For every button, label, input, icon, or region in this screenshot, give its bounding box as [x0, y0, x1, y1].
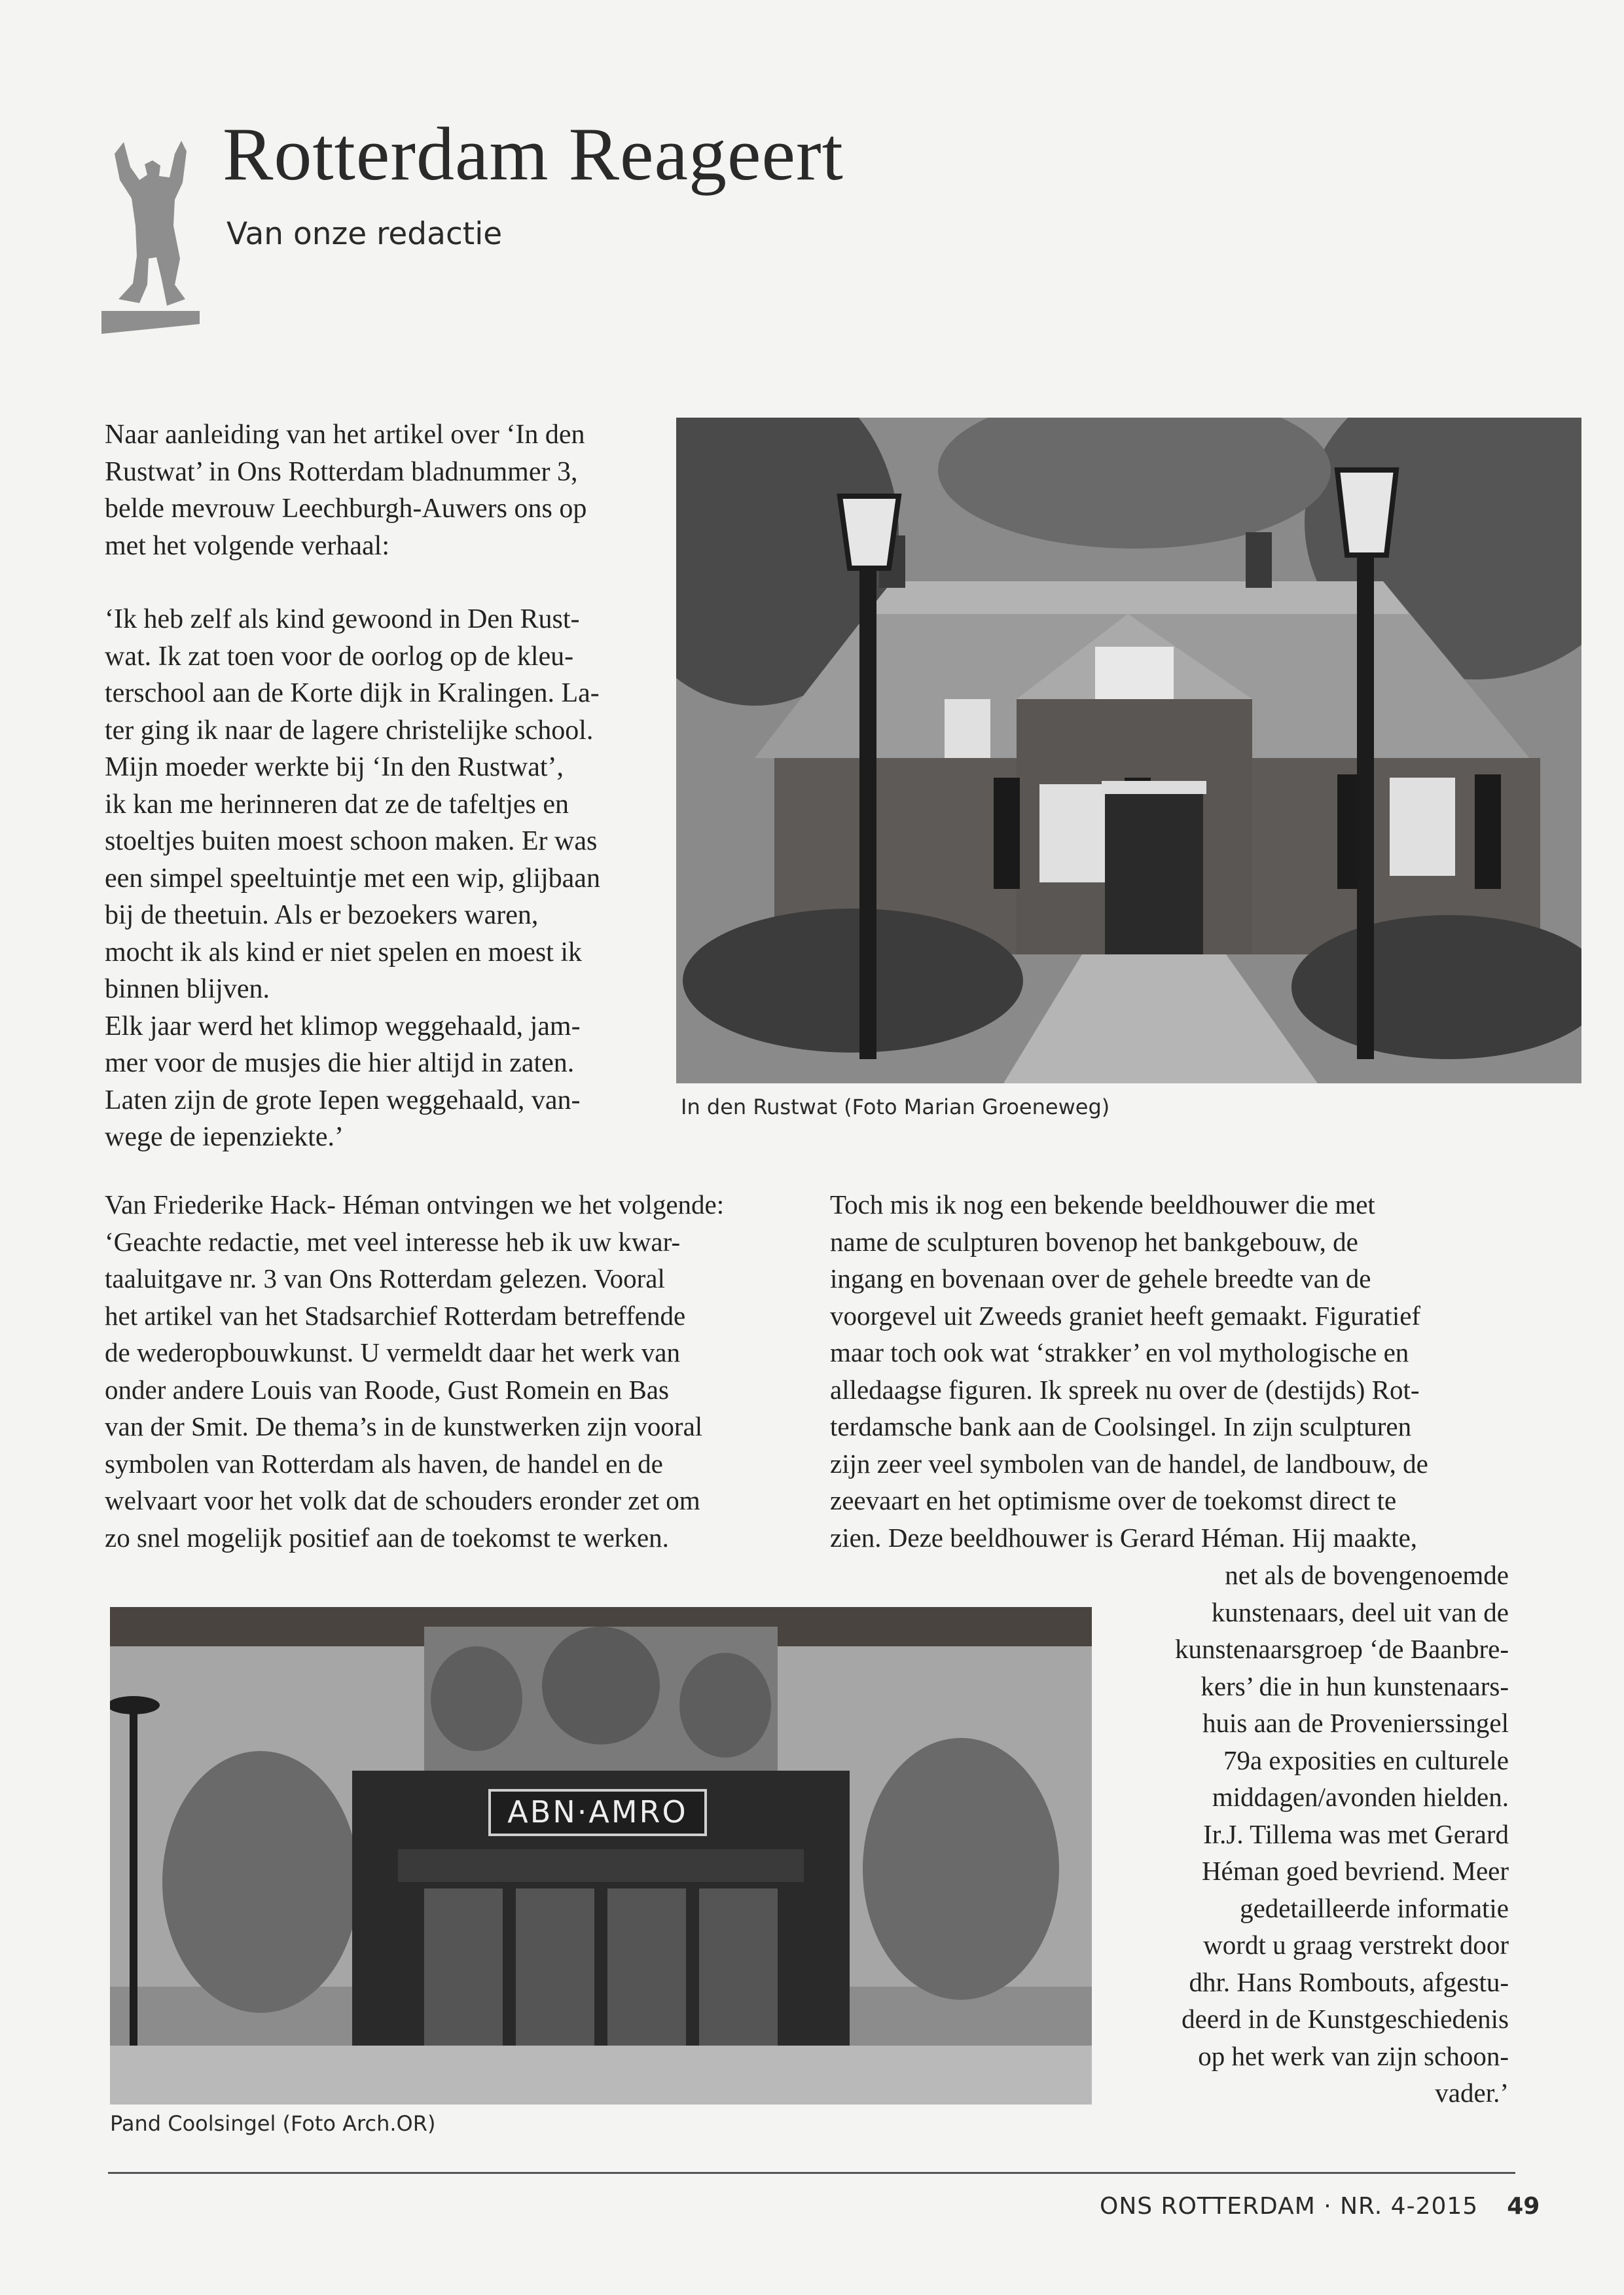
text-line: huis aan de Provenierssingel	[1202, 1708, 1509, 1738]
text-line: 79a exposities en culturele	[1223, 1744, 1509, 1775]
text-line: Toch mis ik nog een bekende beeldhouwer die met	[830, 1189, 1375, 1220]
text-line: voorgevel uit Zweeds graniet heeft gemaakt. Figuratief	[830, 1300, 1421, 1331]
text-line: ‘Ik heb zelf als kind gewoond in Den Rust-	[105, 604, 580, 634]
page-number: 49	[1507, 2193, 1540, 2220]
text-line: terdamsche bank aan de Coolsingel. In zijn sculpturen	[830, 1411, 1412, 1441]
text-line: belde mevrouw Leechburgh-Auwers ons op	[105, 494, 587, 524]
text-line: Van Friederike Hack- Héman ontvingen we het volgende:	[105, 1189, 725, 1220]
text-line: het artikel van het Stadsarchief Rotterdam betreffende	[105, 1300, 686, 1331]
text-line: Naar aanleiding van het artikel over ‘In den	[105, 420, 585, 450]
footer	[1100, 2193, 1540, 2220]
text-line: kunstenaars, deel uit van de	[1211, 1597, 1509, 1627]
photo-caption: In den Rustwat (Foto Marian Groeneweg)	[681, 1094, 1110, 1119]
text-line: met het volgende verhaal:	[105, 530, 389, 561]
text-line: name de sculpturen bovenop het bankgebouw, de	[830, 1226, 1358, 1257]
text-line: ik kan me herinneren dat ze de tafeltjes en	[105, 789, 569, 820]
text-line: ter ging ik naar de lagere christelijke school.	[105, 715, 594, 746]
text-line: welvaart voor het volk dat de schouders eronder zet om	[105, 1485, 700, 1515]
photo-rustwat	[676, 418, 1581, 1083]
text-line: zien. Deze beeldhouwer is Gerard Héman. Hij maakte,	[830, 1522, 1418, 1553]
text-line: zijn zeer veel symbolen van de handel, de landbouw, de	[830, 1448, 1428, 1479]
text-line: maar toch ook wat ‘strakker’ en vol mythologische en	[830, 1337, 1409, 1367]
text-line: deerd in de Kunstgeschiedenis	[1182, 2004, 1509, 2034]
text-line: op het werk van zijn schoon-	[1198, 2040, 1509, 2071]
text-line: kunstenaarsgroep ‘de Baanbre-	[1175, 1634, 1509, 1664]
letter-right-column	[830, 1186, 1428, 1556]
text-line: een simpel speeltuintje met een wip, glijbaan	[105, 863, 600, 894]
page-title: Rotterdam Reageert	[223, 113, 844, 196]
letter-right-narrow	[1116, 1557, 1509, 2112]
text-line: middagen/avonden hielden.	[1212, 1782, 1509, 1812]
text-line: Ir.J. Tillema was met Gerard	[1203, 1818, 1509, 1849]
magazine-issue: ONS ROTTERDAM · NR. 4-2015	[1100, 2193, 1479, 2220]
text-line: Mijn moeder werkte bij ‘In den Rustwat’,	[105, 752, 564, 782]
text-line: onder andere Louis van Roode, Gust Romein en Bas	[105, 1374, 669, 1405]
text-line: kers’ die in hun kunstenaars-	[1200, 1671, 1509, 1701]
text-line: symbolen van Rotterdam als haven, de handel en de	[105, 1448, 663, 1479]
text-line: Elk jaar werd het klimop weggehaald, jam-	[105, 1011, 581, 1041]
text-line: wat. Ik zat toen voor de oorlog op de kleu-	[105, 641, 574, 672]
text-line: van der Smit. De thema’s in de kunstwerken zijn vooral	[105, 1411, 703, 1441]
text-line: de wederopbouwkunst. U vermeldt daar het werk van	[105, 1337, 680, 1367]
text-line: stoeltjes buiten moest schoon maken. Er was	[105, 826, 598, 856]
text-line: vader.’	[1435, 2078, 1509, 2108]
photo-coolsingel	[110, 1607, 1092, 2105]
statue-silhouette-icon	[101, 128, 200, 334]
text-line: terschool aan de Korte dijk in Kralingen. La-	[105, 678, 600, 708]
text-line: bij de theetuin. Als er bezoekers waren,	[105, 900, 539, 930]
text-line: wordt u graag verstrekt door	[1203, 1930, 1509, 1960]
sign-text: ABN·AMRO	[507, 1794, 688, 1830]
text-line: Héman goed bevriend. Meer	[1201, 1856, 1509, 1886]
text-line: taaluitgave nr. 3 van Ons Rotterdam gelezen. Vooral	[105, 1263, 665, 1293]
text-line: Laten zijn de grote Iepen weggehaald, van-	[105, 1085, 581, 1115]
text-line: Rustwat’ in Ons Rotterdam bladnummer 3,	[105, 456, 578, 487]
text-line: binnen blijven.	[105, 974, 270, 1004]
page-subtitle: Van onze redactie	[226, 216, 503, 252]
text-line: alledaagse figuren. Ik spreek nu over de (destijds) Rot-	[830, 1374, 1420, 1405]
text-line: zo snel mogelijk positief aan de toekomst te werken.	[105, 1522, 669, 1553]
text-line: ‘Geachte redactie, met veel interesse heb ik uw kwar-	[105, 1226, 681, 1257]
text-line: gedetailleerde informatie	[1240, 1892, 1509, 1923]
text-line: zeevaart en het optimisme over de toekomst direct te	[830, 1485, 1397, 1515]
text-line: dhr. Hans Rombouts, afgestu-	[1189, 1966, 1509, 1997]
text-line: ingang en bovenaan over de gehele breedte van de	[830, 1263, 1371, 1293]
intro-paragraph	[105, 416, 586, 564]
text-line: wege de iepenziekte.’	[105, 1122, 344, 1152]
quote-paragraph	[105, 601, 600, 1156]
letter-left-column	[105, 1186, 724, 1556]
text-line: mocht ik als kind er niet spelen en moest ik	[105, 937, 583, 967]
photo-caption: Pand Coolsingel (Foto Arch.OR)	[110, 2111, 436, 2136]
footer-divider	[108, 2172, 1515, 2174]
text-line: mer voor de musjes die hier altijd in zaten.	[105, 1048, 575, 1078]
text-line: net als de bovengenoemde	[1225, 1560, 1509, 1590]
